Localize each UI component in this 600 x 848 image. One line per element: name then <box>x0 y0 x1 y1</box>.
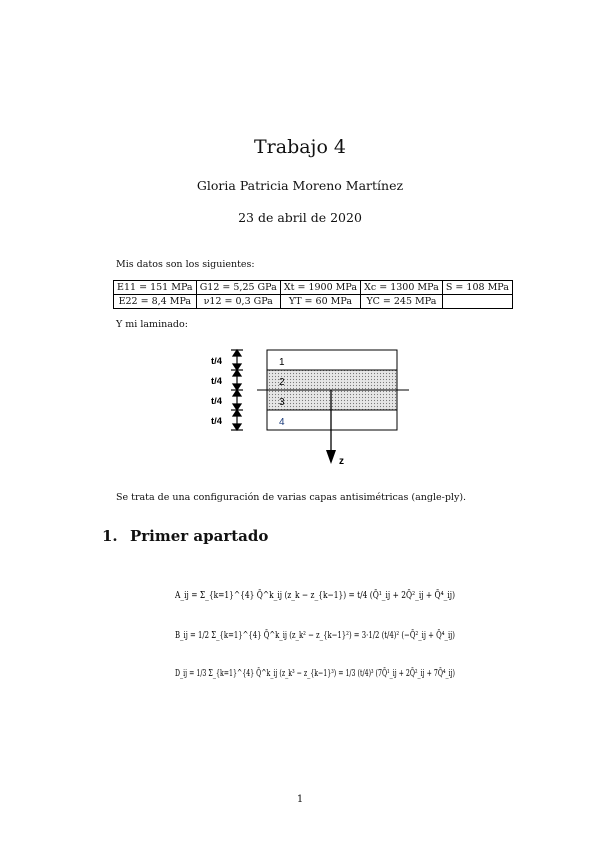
table-cell: G12 = 5,25 GPa <box>196 281 280 295</box>
thickness-label: t/4 <box>211 376 223 387</box>
page-number: 1 <box>296 794 304 805</box>
thickness-label: t/4 <box>211 416 223 427</box>
thickness-dimension-arrows <box>231 350 243 430</box>
table-cell: E11 = 151 MPa <box>114 281 197 295</box>
equation-d: D_ij = 1/3 Σ_{k=1}^{4} Q̄^k_ij (z_k³ − z_{k−1}³) = 1/3 (t/4)³ (7Q̄¹_ij + 2Q̄²_ij + 7Q̄⁴_ij) <box>175 668 455 679</box>
document-title: Trabajo 4 <box>253 136 347 158</box>
thickness-label: t/4 <box>211 396 223 407</box>
table-cell: ν12 = 0,3 GPa <box>196 295 280 309</box>
z-axis-label: z <box>339 456 344 467</box>
table-cell <box>442 295 512 309</box>
layer-number: 1 <box>279 357 285 368</box>
intro-text: Mis datos son los siguientes: <box>116 259 255 270</box>
equation-a: A_ij = Σ_{k=1}^{4} Q̄^k_ij (z_k − z_{k−1}) = t/4 (Q̄¹_ij + 2Q̄²_ij + Q̄⁴_ij) <box>174 590 456 601</box>
table-cell: S = 108 MPa <box>442 281 512 295</box>
z-axis-arrow-icon <box>326 450 336 464</box>
table-cell: YC = 245 MPa <box>361 295 443 309</box>
table-row <box>114 281 513 295</box>
table-cell: E22 = 8,4 MPa <box>114 295 197 309</box>
equation-b: B_ij = 1/2 Σ_{k=1}^{4} Q̄^k_ij (z_k² − z_{k−1}²) = 3·1/2 (t/4)² (−Q̄²_ij + Q̄⁴_ij) <box>175 630 455 641</box>
layer-number: 3 <box>279 397 285 408</box>
layer-number: 4 <box>279 417 285 428</box>
table-cell: Xc = 1300 MPa <box>361 281 443 295</box>
layer-1-rect <box>267 350 397 370</box>
section-heading <box>102 527 268 545</box>
table-cell: YT = 60 MPa <box>280 295 360 309</box>
material-data-table <box>113 280 513 309</box>
layer-number: 2 <box>279 377 285 388</box>
laminate-description: Se trata de una configuración de varias capas antisimétricas (angle-ply). <box>116 492 467 503</box>
table-row <box>114 295 513 309</box>
document-date: 23 de abril de 2020 <box>238 210 362 225</box>
table-cell: Xt = 1900 MPa <box>280 281 360 295</box>
thickness-label: t/4 <box>211 356 223 367</box>
section-title: Primer apartado <box>130 527 269 545</box>
laminate-diagram <box>205 342 420 467</box>
layer-4-rect <box>267 410 397 430</box>
stiffness-equations <box>170 580 460 690</box>
section-number: 1. <box>102 527 118 545</box>
author-name: Gloria Patricia Moreno Martínez <box>196 178 404 193</box>
laminate-label: Y mi laminado: <box>116 319 188 330</box>
